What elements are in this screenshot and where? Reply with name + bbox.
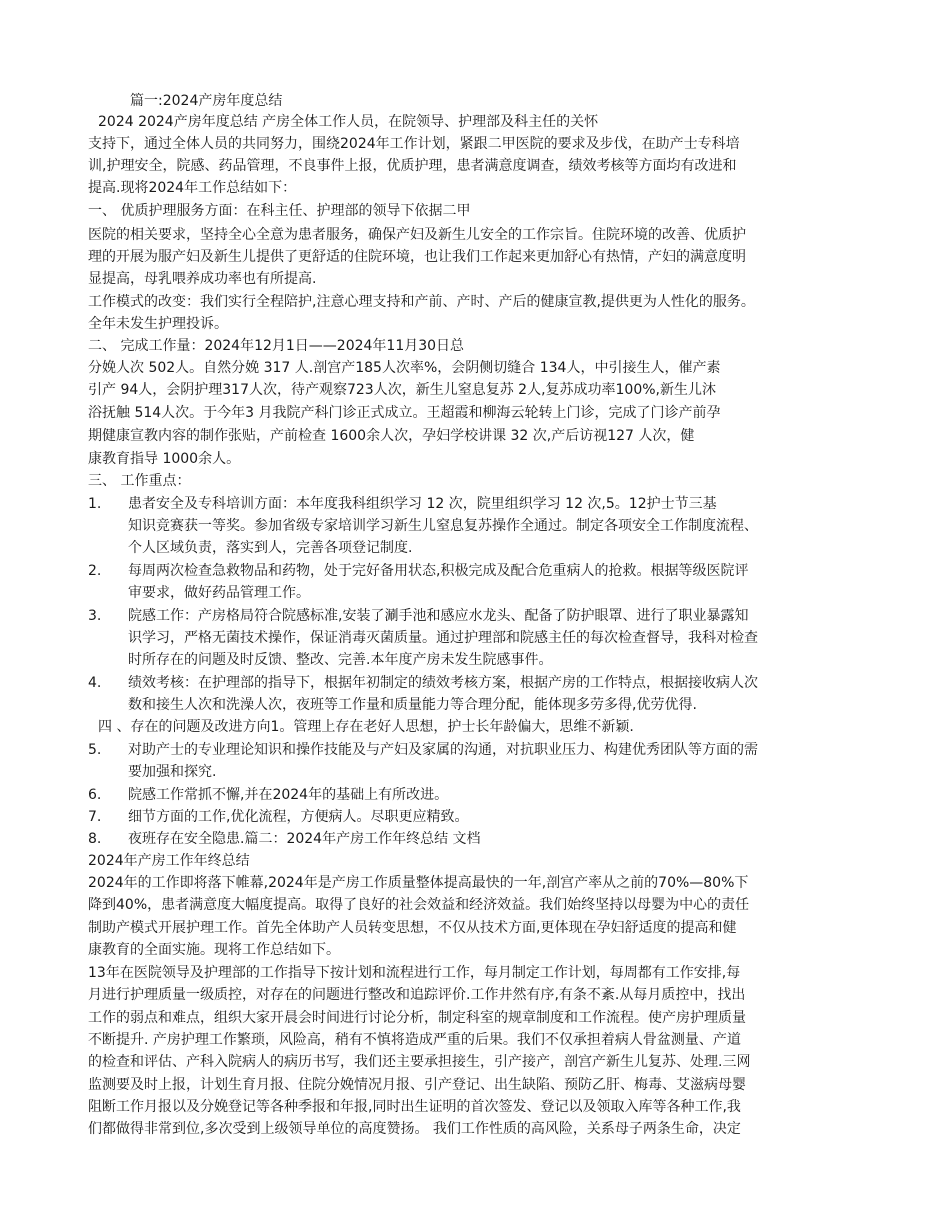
doc-line: 显提高，母乳喂养成功率也有所提高. xyxy=(88,271,317,287)
doc-line: 降到40%，患者满意度大幅度提高。取得了良好的社会效益和经济效益。我们始终坚持以母婴为中心的责任 xyxy=(88,897,750,913)
doc-line: 们都做得非常到位,多次受到上级领导单位的高度赞扬。 我们工作性质的高风险，关系母子两条生命，决定 xyxy=(88,1121,741,1137)
doc-line: 工作模式的改变：我们实行全程陪护,注意心理支持和产前、产时、产后的健康宣教,提供更为人性化的服务。 xyxy=(88,294,755,310)
doc-line: 提高.现将2024年工作总结如下： xyxy=(88,180,297,196)
doc-line: 康教育的全面实施。现将工作总结如下。 xyxy=(88,942,340,958)
doc-line: 制助产模式开展护理工作。首先全体助产人员转变思想，不仅从技术方面,更体现在孕妇舒适度的提高和健 xyxy=(88,920,737,936)
doc-line: 期健康宣教内容的制作张贴，产前检查 1600余人次，孕妇学校讲课 32 次,产后访视127 人次，健 xyxy=(88,428,695,444)
list-item-line: 院感工作：产房格局符合院感标准,安装了涮手池和感应水龙头、配备了防护眼罩、进行了职业暴露知 xyxy=(128,608,749,624)
doc-line: 阻断工作月报以及分娩登记等各种季报和年报,同时出生证明的首次签发、登记以及领取入库等各种工作,我 xyxy=(88,1099,741,1115)
doc-line: 13年在医院领导及护理部的工作指导下按计划和流程进行工作，每月制定工作计划，每周都有工作安排,每 xyxy=(88,965,741,981)
doc-line: 2024年的工作即将落下帷幕,2024年是产房工作质量整体提高最快的一年,剖宫产率从之前的70%—80%下 xyxy=(88,875,749,891)
list-number: 5. xyxy=(88,742,102,758)
doc-line: 2024 2024产房年度总结 产房全体工作人员，在院领导、护理部及科主任的关怀 xyxy=(98,114,599,130)
list-number: 3. xyxy=(88,608,102,624)
list-item-line: 知识竞赛获一等奖。参加省级专家培训学习新生儿窒息复苏操作全通过。制定各项安全工作制度流程、 xyxy=(128,518,758,534)
doc-line: 引产 94人，会阴护理317人次，待产观察723人次，新生儿窒息复苏 2人,复苏成功率100%,新生儿沐 xyxy=(88,382,716,398)
list-item-line: 院感工作常抓不懈,并在2024年的基础上有所改进。 xyxy=(128,787,449,803)
list-number: 2. xyxy=(88,563,102,579)
section-heading: 四 、存在的问题及改进方向1。管理上存在老好人思想，护士长年龄偏大，思维不新颖. xyxy=(98,719,634,735)
list-item-line: 细节方面的工作,优化流程，方便病人。尽职更应精致。 xyxy=(128,809,469,825)
doc-line: 月进行护理质量一级质控，对存在的问题进行整改和追踪评价.工作井然有序,有条不紊.从每月质控中，找出 xyxy=(88,987,746,1003)
list-number: 7. xyxy=(88,809,102,825)
doc-line: 浴抚触 514人次。于今年3 月我院产科门诊正式成立。王超霞和柳海云轮转上门诊，完成了门诊产前孕 xyxy=(88,405,721,421)
list-item-line: 夜班存在安全隐患.篇二：2024年产房工作年终总结 文档 xyxy=(128,831,481,847)
list-item-line: 绩效考核：在护理部的指导下，根据年初制定的绩效考核方案，根据产房的工作特点，根据接收病人次 xyxy=(128,675,758,691)
section-heading: 二、 完成工作量：2024年12月1日——2024年11月30日总 xyxy=(88,338,465,354)
list-number: 1. xyxy=(88,496,102,512)
doc-line: 全年未发生护理投诉。 xyxy=(88,316,228,332)
doc-line: 理的开展为服产妇及新生儿提供了更舒适的住院环境，也让我们工作起来更加舒心有热情，产妇的满意度明 xyxy=(88,249,746,265)
list-item-line: 时所存在的问题及时反馈、整改、完善.本年度产房未发生院感事件。 xyxy=(128,652,553,668)
doc-line: 的检查和评估、产科入院病人的病历书写，我们还主要承担接生，引产接产，剖宫产新生儿复苏、处理.三网 xyxy=(88,1054,751,1070)
list-item-line: 个人区域负责，落实到人，完善各项登记制度. xyxy=(128,540,413,556)
list-item-line: 审要求，做好药品管理工作。 xyxy=(128,585,310,601)
list-item-line: 数和接生人次和洗澡人次，夜班等工作量和质量能力等合理分配，能体现多劳多得,优劳优得. xyxy=(128,697,697,713)
doc-line: 工作的弱点和难点，组织大家开晨会时间进行讨论分析，制定科室的规章制度和工作流程。使产房护理质量 xyxy=(88,1010,746,1026)
section-heading: 三、 工作重点： xyxy=(88,473,191,489)
doc-subtitle: 2024年产房工作年终总结 xyxy=(88,853,250,869)
list-number: 6. xyxy=(88,787,102,803)
doc-line: 监测要及时上报，计划生育月报、住院分娩情况月报、引产登记、出生缺陷、预防乙肝、梅毒、艾滋病母婴 xyxy=(88,1077,746,1093)
doc-line: 分娩人次 502人。自然分娩 317 人.剖宫产185人次率%，会阴侧切缝合 134人，中引接生人，催产素 xyxy=(88,360,721,376)
list-number: 4. xyxy=(88,675,102,691)
list-item-line: 每周两次检查急救物品和药物，处于完好备用状态,积极完成及配合危重病人的抢救。根据等级医院评 xyxy=(128,563,749,579)
list-item-line: 要加强和探究. xyxy=(128,764,217,780)
doc-title: 篇一:2024产房年度总结 xyxy=(130,93,283,109)
section-heading: 一、 优质护理服务方面：在科主任、护理部的领导下依据二甲 xyxy=(88,203,471,219)
list-item-line: 识学习，严格无菌技术操作，保证消毒灭菌质量。通过护理部和院感主任的每次检查督导，我科对检查 xyxy=(128,630,758,646)
doc-line: 医院的相关要求，坚持全心全意为患者服务，确保产妇及新生儿安全的工作宗旨。住院环境的改善、优质护 xyxy=(88,227,746,243)
list-number: 8. xyxy=(88,831,102,847)
list-item-line: 患者安全及专科培训方面：本年度我科组织学习 12 次，院里组织学习 12 次,5。12护士节三基 xyxy=(128,496,717,512)
doc-line: 康教育指导 1000余人。 xyxy=(88,451,241,467)
doc-line: 支持下，通过全体人员的共同努力，围绕2024年工作计划，紧跟二甲医院的要求及步伐，在助产士专科培 xyxy=(88,136,740,152)
doc-line: 训,护理安全，院感、药品管理，不良事件上报，优质护理，患者满意度调查，绩效考核等方面均有改进和 xyxy=(88,158,737,174)
doc-line: 不断提升. 产房护理工作繁琐，风险高，稍有不慎将造成严重的后果。我们不仅承担着病人骨盆测量、产道 xyxy=(88,1032,741,1048)
list-item-line: 对助产士的专业理论知识和操作技能及与产妇及家属的沟通，对抗职业压力、构建优秀团队等方面的需 xyxy=(128,742,758,758)
